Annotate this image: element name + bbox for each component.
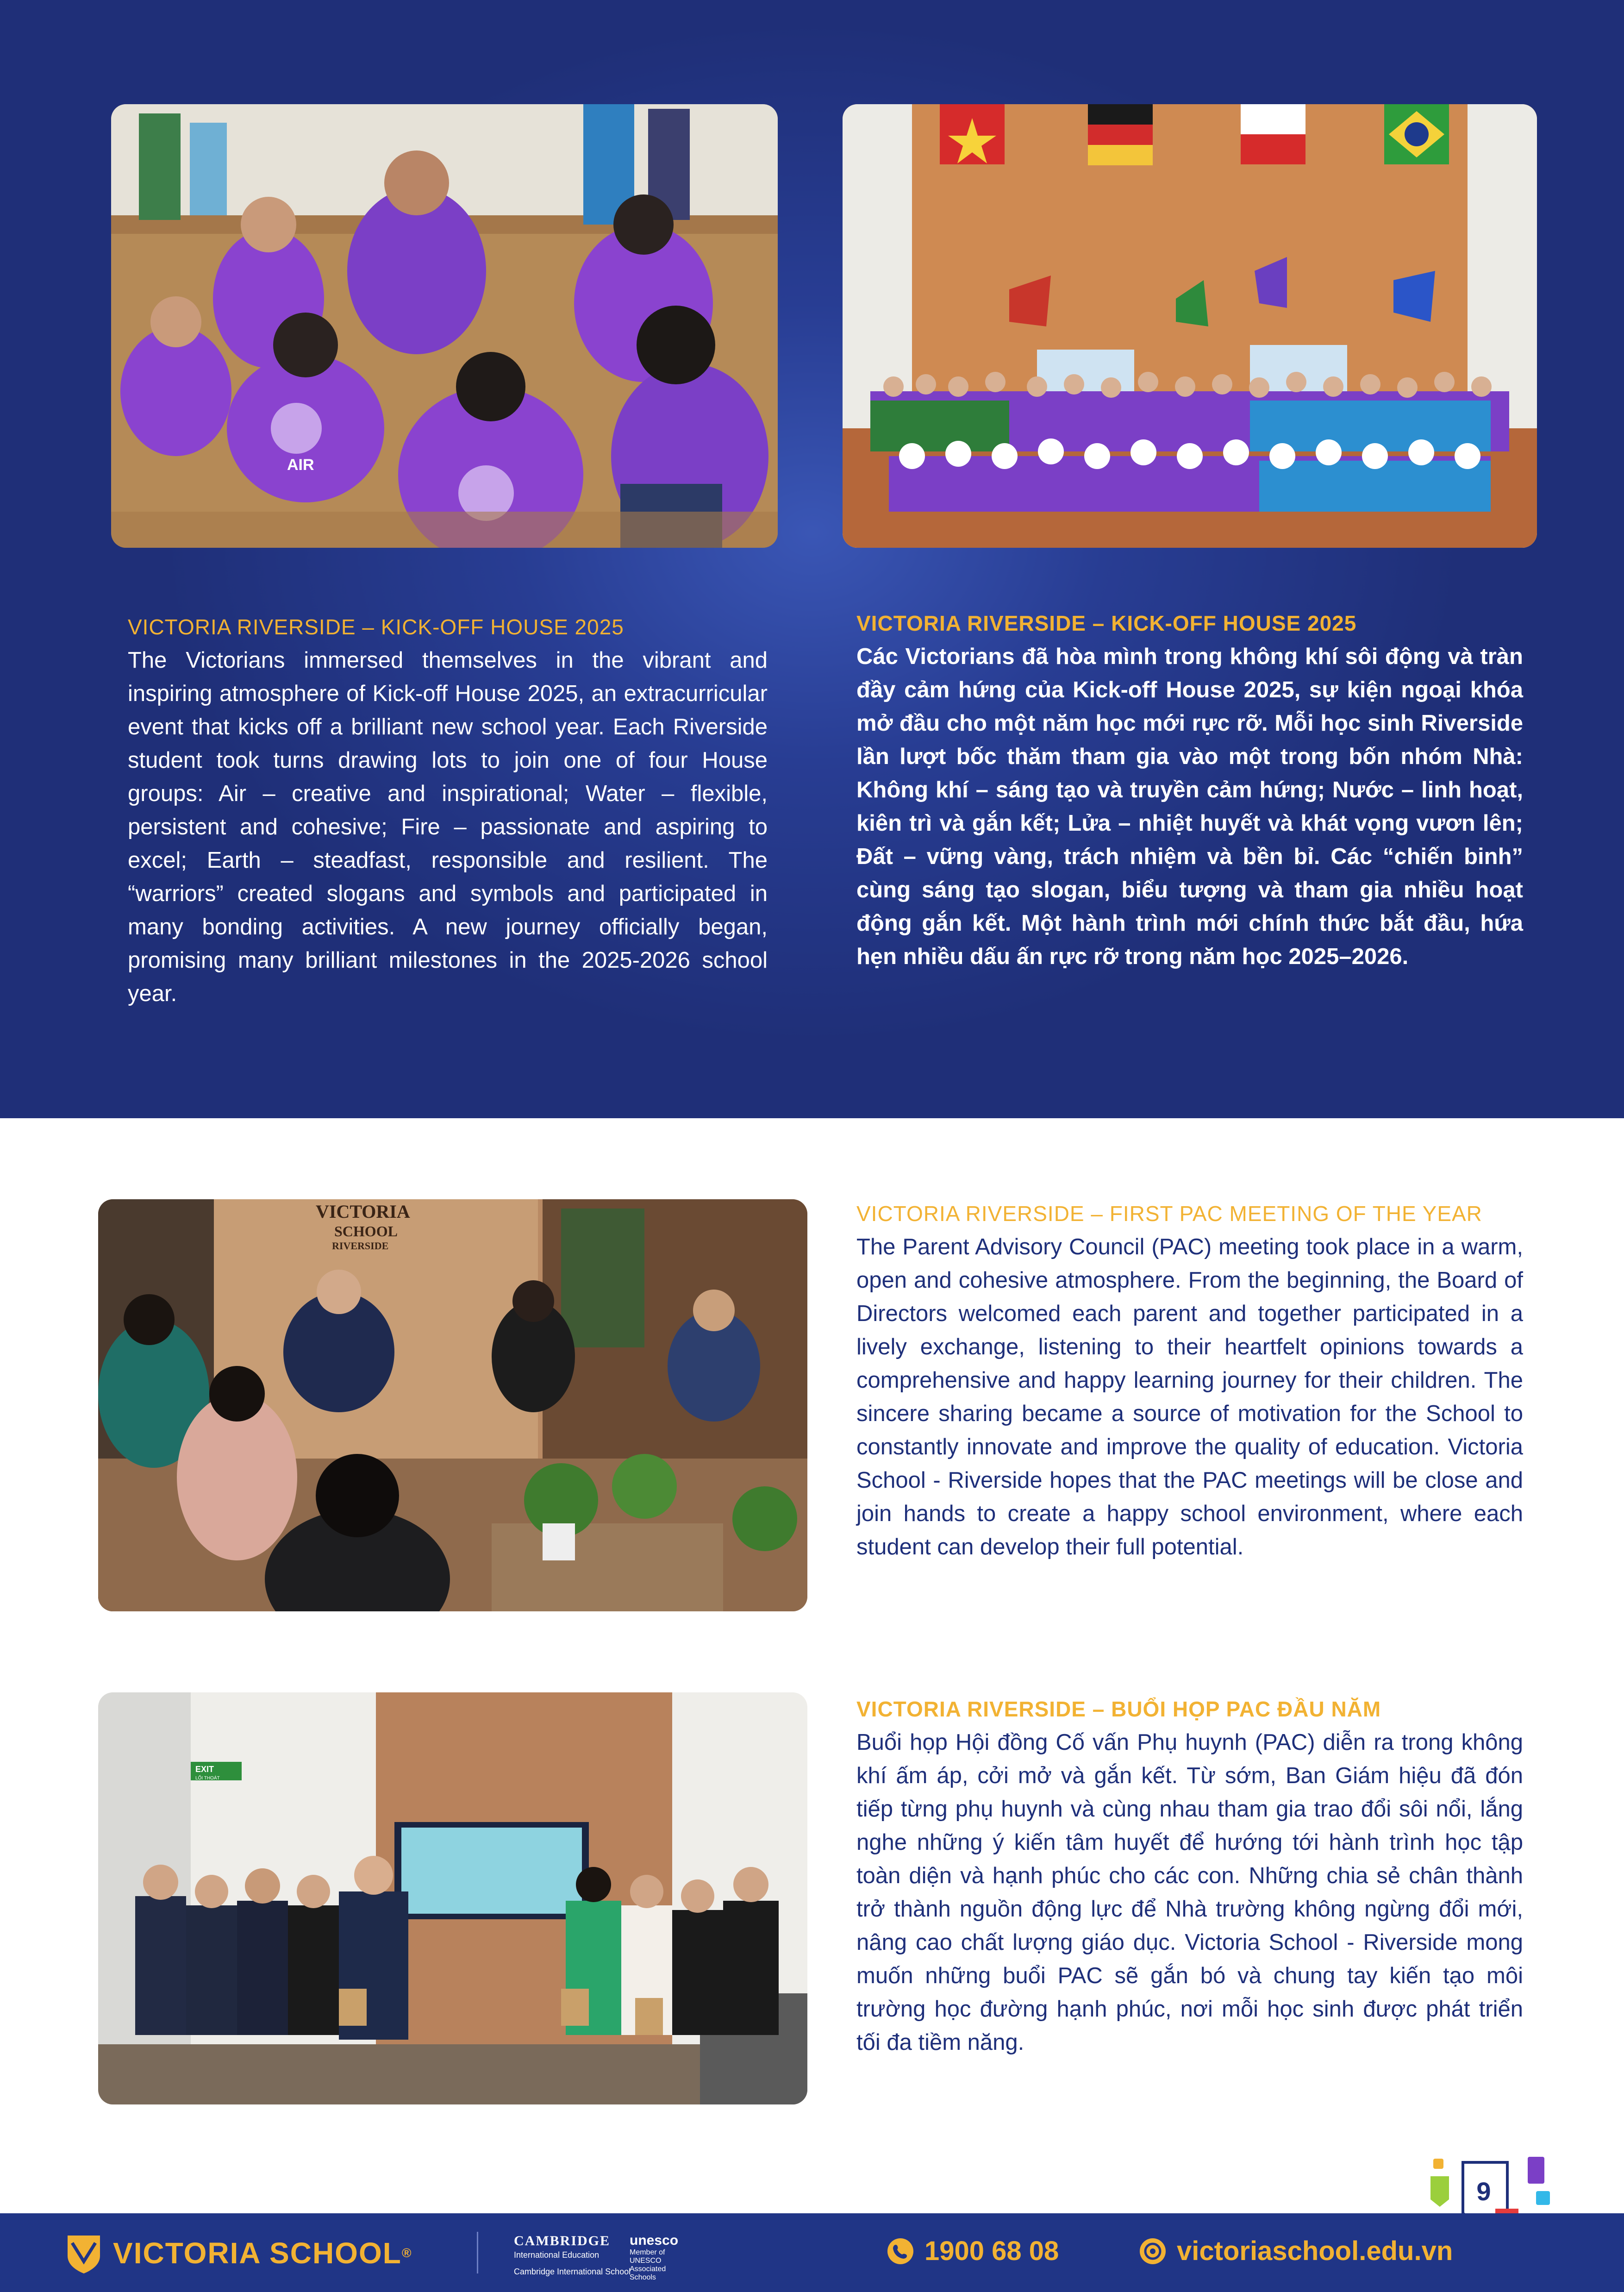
- wall-sign-line1: VICTORIA: [316, 1201, 410, 1222]
- brand-trademark: ®: [401, 2246, 412, 2260]
- footer-website[interactable]: [1139, 2236, 1453, 2267]
- unesco-title: unesco: [630, 2233, 679, 2248]
- photo-group-flags: [843, 104, 1537, 548]
- pac-en-block: [856, 1197, 1523, 1564]
- footer-bar: [0, 2213, 1624, 2292]
- phone-icon: [887, 2237, 914, 2265]
- pac-en-heading: VICTORIA RIVERSIDE – FIRST PAC MEETING OF THE YEAR: [856, 1202, 1482, 1226]
- cambridge-logo: [514, 2234, 631, 2279]
- exit-sign-line1: EXIT: [195, 1765, 214, 1774]
- cambridge-title: CAMBRIDGE: [514, 2233, 611, 2248]
- cambridge-sub: International Education: [514, 2250, 600, 2260]
- kickoff-vi-heading: VICTORIA RIVERSIDE – KICK-OFF HOUSE 2025: [856, 611, 1357, 635]
- pac-vi-heading: VICTORIA RIVERSIDE – BUỔI HỌP PAC ĐẦU NĂM: [856, 1697, 1381, 1721]
- cambridge-note: Cambridge International School: [514, 2267, 631, 2276]
- kickoff-en-block: [128, 610, 768, 1010]
- phone-number: 1900 68 08: [924, 2236, 1059, 2266]
- footer-phone[interactable]: [887, 2236, 1059, 2267]
- unesco-sub: Member of UNESCO Associated Schools: [630, 2248, 666, 2281]
- kickoff-vi-block: [856, 607, 1523, 973]
- kickoff-en-body: The Victorians immersed themselves in the vibrant and inspiring atmosphere of Kick-off House 2025, an extracurricular event that kicks off a brilliant new school year. Each Riverside student took turns drawing lots to join one of four House groups: Air – creative and inspirational; Water – flexible, persistent and cohesive; Fire – passionate and aspiring to excel; Earth – steadfast, responsible and resilient. The “warriors” created slogans and symbols and participated in many bonding activities. A new journey officially began, promising many brilliant milestones in the 2025-2026 school year.: [128, 648, 768, 1006]
- brand-name: VICTORIA SCHOOL: [113, 2236, 402, 2270]
- photo-students-activity: [111, 104, 778, 548]
- school-crest-icon: [65, 2232, 103, 2274]
- page-number: 9: [1476, 2177, 1491, 2206]
- exit-sign-line2: LỐI THOÁT: [195, 1776, 220, 1781]
- photo-pac-meeting: [98, 1199, 807, 1611]
- pac-en-body: The Parent Advisory Council (PAC) meeting took place in a warm, open and cohesive atmosphere. From the beginning, the Board of Directors welcomed each parent and together participated in a lively exchange, listening to their heartfelt opinions towards a comprehensive and happy learning journey for their children. The sincere sharing became a source of motivation for the School to constantly innovate and improve the quality of education. Victoria School - Riverside hopes that the PAC meetings will be close and join hands to create a happy school environment, where each student can develop their full potential.: [856, 1234, 1523, 1559]
- kickoff-vi-body: Các Victorians đã hòa mình trong không khí sôi động và tràn đầy cảm hứng của Kick-off House 2025, sự kiện ngoại khóa mở đầu cho một năm học mới rực rỡ. Mỗi học sinh Riverside lần lượt bốc thăm tham gia vào một trong bốn nhóm Nhà: Không khí – sáng tạo và truyền cảm hứng; Nước – linh hoạt, kiên trì và gắn kết; Lửa – nhiệt huyết và khát vọng vươn lên; Đất – vững vàng, trách nhiệm và bền bỉ. Các “chiến binh” cùng sáng tạo slogan, biểu tượng và tham gia nhiều hoạt động gắn kết. Một hành trình mới chính thức bắt đầu, hứa hẹn nhiều dấu ấn rực rỡ trong năm học 2025–2026.: [856, 644, 1523, 969]
- wall-sign-line3: RIVERSIDE: [332, 1240, 389, 1252]
- footer-divider: [477, 2232, 478, 2273]
- pac-vi-body: Buổi họp Hội đồng Cố vấn Phụ huynh (PAC) diễn ra trong không khí ấm áp, cởi mở và gắn kết. Từ sớm, Ban Giám hiệu đã đón tiếp từng phụ huynh và cùng nhau tham gia trao đổi sôi nổi, lắng nghe những ý kiến tâm huyết để hướng tới hành trình học tập toàn diện và hạnh phúc cho các con. Những chia sẻ chân thành trở thành nguồn động lực để Nhà trường không ngừng đổi mới, nâng cao chất lượng giáo dục. Victoria School - Riverside mong muốn những buổi PAC sẽ gắn bó và chung tay kiến tạo môi trường học đường hạnh phúc, nơi mỗi học sinh được phát triển tối đa tiềm năng.: [856, 1730, 1523, 2055]
- website-url: victoriaschool.edu.vn: [1177, 2236, 1453, 2266]
- unesco-logo: [630, 2233, 681, 2282]
- pac-vi-block: [856, 1692, 1523, 2059]
- footer-brand[interactable]: [65, 2232, 412, 2274]
- kickoff-en-heading: VICTORIA RIVERSIDE – KICK-OFF HOUSE 2025: [128, 615, 624, 639]
- photo-pac-group: [98, 1692, 807, 2104]
- shirt-print-air: AIR: [287, 456, 314, 474]
- wall-sign-line2: SCHOOL: [334, 1223, 398, 1240]
- website-icon: [1139, 2237, 1167, 2265]
